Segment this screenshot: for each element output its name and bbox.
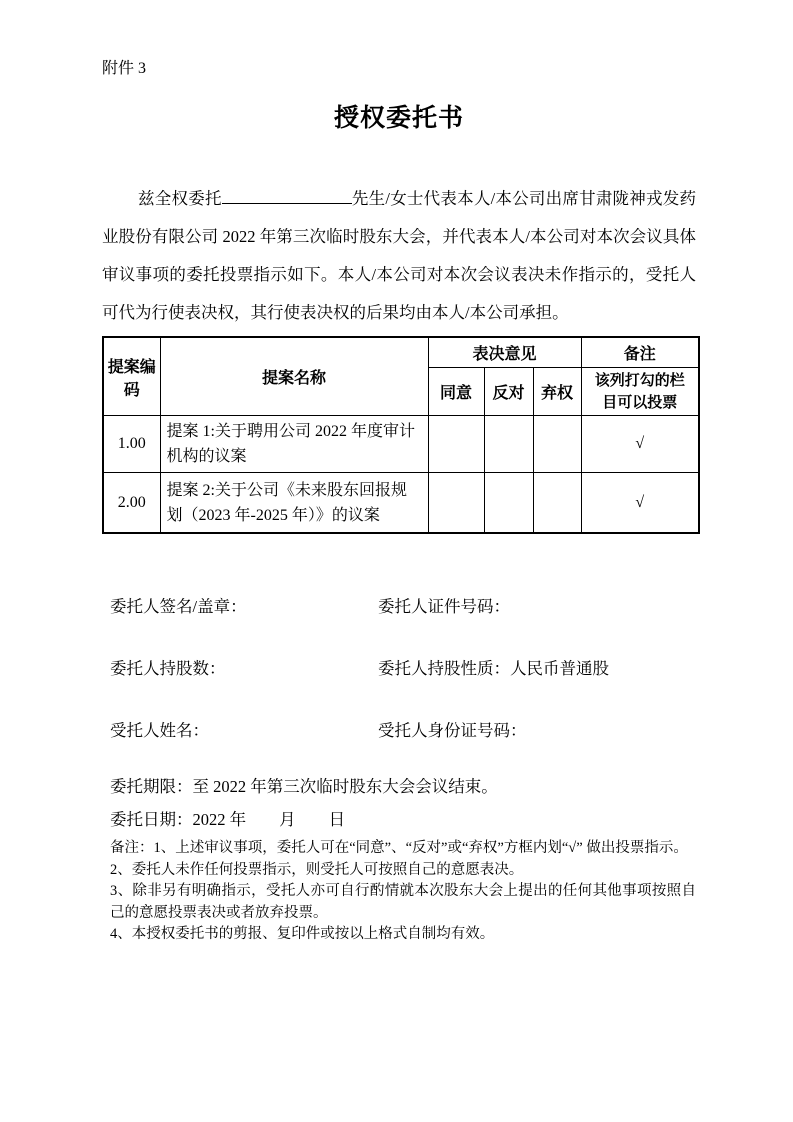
attachment-label: 附件 3 [102,60,147,77]
intro-paragraph [102,180,696,332]
table-row-proposal-1 [103,416,699,473]
intro-suffix: 先生/女士代表本人/本公司出席甘肃陇神戎发药业股份有限公司 2022 年第三次临时股东大会，并代表本人/本公司对本次会议具体审议事项的委托投票指示如下。本人/本公司对本次会议表决未作指示的，受托人可代为行使表决权，其行使表决权的后果均由本人/本公司承担。 [102,189,696,322]
header-agree: 同意 [428,368,484,416]
header-abstain: 弃权 [533,368,581,416]
proposal-1-agree-box[interactable] [428,416,484,473]
note-line-3: 3、除非另有明确指示，受托人亦可自行酌情就本次股东大会上提出的任何其他事项按照自己的意愿投票表决或者放弃投票。 [110,883,696,921]
proxy-name-blank-field[interactable] [222,185,352,204]
table-row-proposal-2 [103,473,699,534]
voting-table [102,336,700,534]
principal-shares-label: 委托人持股数： [110,659,226,678]
field-row-signature-id [110,596,696,617]
proposal-2-code-cell: 2.00 [103,473,160,534]
note-line-1: 备注：1、上述审议事项，委托人可在“同意”、“反对”或“弃权”方框内划“√” 做出投票指示。 [110,840,688,856]
proxy-term-line: 委托期限：至 2022 年第三次临时股东大会会议结束。 [110,777,498,796]
proposal-2-agree-box[interactable] [428,473,484,534]
header-proposal-name: 提案名称 [160,337,428,416]
proposal-2-abstain-box[interactable] [533,473,581,534]
proposal-2-name-cell: 提案 2:关于公司《未来股东回报规划（2023 年-2025 年）》的议案 [160,473,428,534]
principal-share-type-label: 委托人持股性质： [378,659,510,678]
principal-id-label: 委托人证件号码： [378,597,510,616]
form-fields-section [102,596,696,741]
note-line-2: 2、委托人未作任何投票指示，则受托人可按照自己的意愿表决。 [110,861,524,878]
proxy-date-line: 委托日期：2022 年 月 日 [110,810,346,829]
proposal-1-name-cell: 提案 1:关于聘用公司 2022 年度审计机构的议案 [160,416,428,473]
proposal-1-oppose-box[interactable] [484,416,533,473]
intro-prefix: 兹全权委托 [138,189,222,208]
field-row-trustee [110,720,696,741]
header-vote-opinion: 表决意见 [428,337,581,368]
header-oppose: 反对 [484,368,533,416]
header-remark: 备注 [581,337,699,368]
proposal-1-abstain-box[interactable] [533,416,581,473]
trustee-name-label: 受托人姓名： [110,721,209,740]
principal-share-type-value: 人民币普通股 [510,659,609,678]
proposal-2-remark-check: √ [581,473,699,534]
document-title: 授权委托书 [333,104,464,132]
header-proposal-code: 提案编码 [103,337,160,416]
proposal-2-oppose-box[interactable] [484,473,533,534]
notes-section [102,838,696,946]
field-row-shares [110,658,696,679]
trustee-id-label: 受托人身份证号码： [378,721,527,740]
note-line-4: 4、本授权委托书的剪报、复印件或按以上格式自制均有效。 [110,926,495,942]
header-remark-note: 该列打勾的栏目可以投票 [581,368,699,416]
proposal-1-code-cell: 1.00 [103,416,160,473]
principal-signature-label: 委托人签名/盖章： [110,597,247,616]
proposal-1-remark-check: √ [581,416,699,473]
principal-share-type [378,658,696,679]
